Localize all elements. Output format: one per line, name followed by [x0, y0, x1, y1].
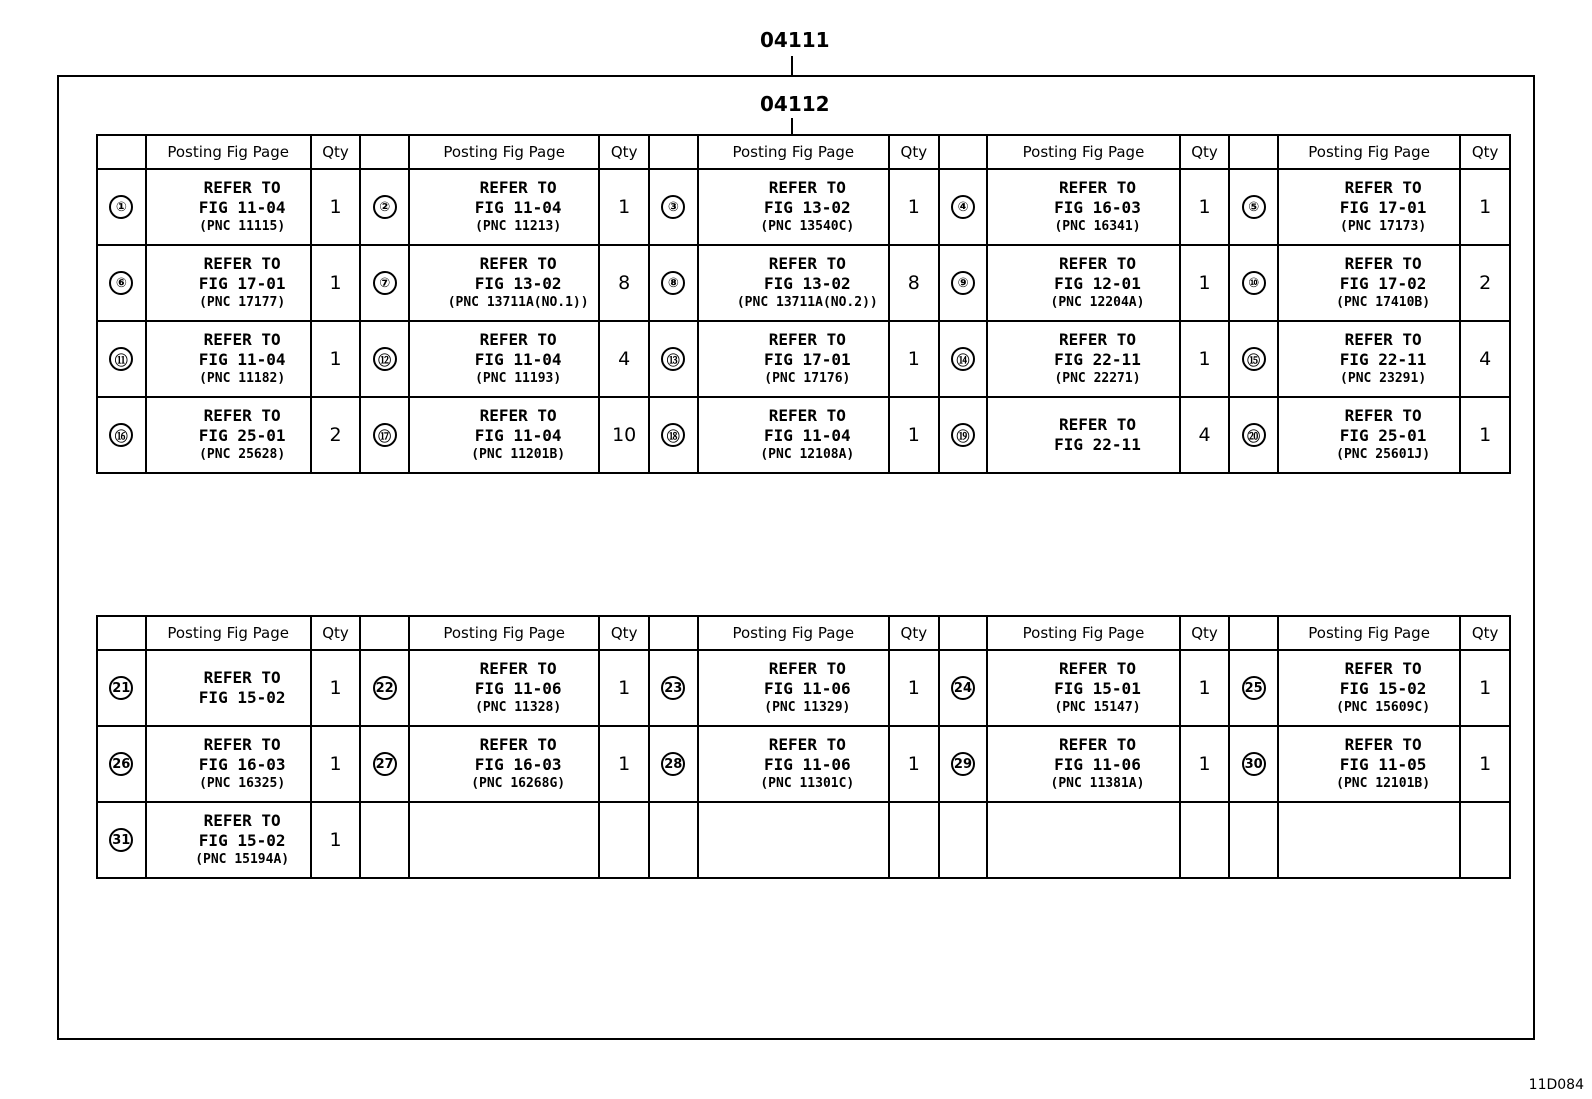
- refer-to-text: REFER TO: [203, 330, 281, 349]
- callout-number: ⑯: [109, 423, 133, 447]
- posting-fig-page-cell: [1278, 726, 1460, 802]
- pnc-text: (PNC 11115): [199, 219, 286, 234]
- callout-number: ⑱: [661, 423, 685, 447]
- refer-to-text: REFER TO: [1058, 415, 1137, 434]
- qty-cell: 1: [1180, 650, 1230, 726]
- callout-cell: [97, 245, 146, 321]
- callout-cell: [649, 169, 698, 245]
- table-row: [97, 321, 1510, 397]
- refer-to-text: REFER TO: [768, 254, 846, 273]
- refer-to-text: REFER TO: [479, 406, 557, 425]
- posting-fig-page-cell: [698, 802, 889, 878]
- callout-cell: [1229, 245, 1278, 321]
- fig-page-text: FIG 17-01: [1339, 198, 1427, 217]
- fig-page-text: FIG 17-01: [763, 350, 851, 369]
- posting-fig-page-cell: [146, 726, 311, 802]
- fig-page-text: FIG 11-05: [1339, 755, 1427, 774]
- posting-fig-page-cell: [146, 169, 311, 245]
- pnc-text: (PNC 12101B): [1336, 776, 1431, 791]
- posting-fig-page-cell: [987, 802, 1179, 878]
- qty-cell: 1: [599, 169, 649, 245]
- posting-fig-page-cell: [1278, 802, 1460, 878]
- callout-number: ⑦: [373, 271, 397, 295]
- callout-number: ⑤: [1242, 195, 1266, 219]
- refer-to-text: REFER TO: [768, 330, 846, 349]
- callout-cell: [939, 321, 988, 397]
- qty-cell: [599, 802, 649, 878]
- callout-number: 21: [109, 676, 133, 700]
- callout-cell: [1229, 321, 1278, 397]
- fig-page-text: FIG 13-02: [763, 198, 851, 217]
- qty-cell: [1180, 802, 1230, 878]
- table-row: [97, 397, 1510, 473]
- refer-to-text: REFER TO: [479, 330, 557, 349]
- posting-fig-page-cell: [146, 397, 311, 473]
- qty-cell: 2: [1460, 245, 1510, 321]
- qty-cell: 1: [311, 321, 361, 397]
- fig-page-text: FIG 13-02: [763, 274, 851, 293]
- callout-number: ②: [373, 195, 397, 219]
- qty-cell: 1: [311, 650, 361, 726]
- qty-cell: 4: [1460, 321, 1510, 397]
- callout-cell: [649, 726, 698, 802]
- header-posting-fig-page: Posting Fig Page: [1278, 616, 1460, 650]
- qty-cell: [889, 802, 939, 878]
- callout-cell: [1229, 726, 1278, 802]
- fig-page-text: FIG 15-02: [198, 831, 286, 850]
- table-header-row: [97, 135, 1510, 169]
- callout-number: 30: [1242, 752, 1266, 776]
- pnc-text: (PNC 17177): [199, 295, 286, 310]
- posting-fig-page-cell: [1278, 650, 1460, 726]
- header-qty: Qty: [1180, 135, 1230, 169]
- qty-cell: 1: [311, 245, 361, 321]
- header-posting-fig-page: Posting Fig Page: [146, 616, 311, 650]
- callout-number: 26: [109, 752, 133, 776]
- qty-cell: 8: [599, 245, 649, 321]
- assembly-number-top: 04111: [760, 28, 830, 52]
- callout-number: ④: [951, 195, 975, 219]
- fig-page-text: FIG 15-01: [1054, 679, 1141, 698]
- qty-cell: 1: [1460, 397, 1510, 473]
- refer-to-text: REFER TO: [1344, 254, 1422, 273]
- pnc-text: (PNC 16341): [1054, 219, 1141, 234]
- pnc-text: (PNC 11301C): [760, 776, 855, 791]
- header-qty: Qty: [311, 616, 361, 650]
- table-row: [97, 802, 1510, 878]
- refer-to-text: REFER TO: [1344, 735, 1422, 754]
- fig-page-text: FIG 22-11: [1054, 350, 1141, 369]
- posting-fig-page-cell: [1278, 321, 1460, 397]
- fig-page-text: FIG 12-01: [1054, 274, 1141, 293]
- posting-fig-page-cell: [409, 321, 599, 397]
- header-qty: Qty: [599, 616, 649, 650]
- qty-cell: 1: [1180, 321, 1230, 397]
- pnc-text: (PNC 13711A(NO.2)): [736, 295, 878, 310]
- fig-page-text: FIG 25-01: [1339, 426, 1427, 445]
- fig-page-text: FIG 17-02: [1339, 274, 1427, 293]
- header-blank-cell: [939, 616, 988, 650]
- refer-to-text: REFER TO: [1058, 254, 1137, 273]
- callout-cell: [1229, 397, 1278, 473]
- callout-number: ⑰: [373, 423, 397, 447]
- posting-fig-page-cell: [698, 726, 889, 802]
- posting-fig-page-cell: [409, 169, 599, 245]
- callout-number: ⑭: [951, 347, 975, 371]
- fig-page-text: FIG 11-04: [474, 426, 562, 445]
- posting-fig-page-cell: [146, 802, 311, 878]
- posting-fig-page-cell: [987, 726, 1179, 802]
- posting-fig-page-cell: [987, 397, 1179, 473]
- callout-cell: [939, 726, 988, 802]
- callout-cell: [649, 650, 698, 726]
- pnc-text: (PNC 16268G): [471, 776, 566, 791]
- header-qty: Qty: [1460, 135, 1510, 169]
- refer-to-text: REFER TO: [1058, 735, 1137, 754]
- table-row: [97, 726, 1510, 802]
- header-qty: Qty: [889, 616, 939, 650]
- callout-number: ⑲: [951, 423, 975, 447]
- qty-cell: 1: [1180, 726, 1230, 802]
- fig-page-text: FIG 16-03: [474, 755, 562, 774]
- qty-cell: 1: [1460, 726, 1510, 802]
- table-row: [97, 650, 1510, 726]
- header-blank-cell: [360, 135, 409, 169]
- table-row: [97, 245, 1510, 321]
- callout-cell: [97, 726, 146, 802]
- refer-to-text: REFER TO: [1058, 659, 1137, 678]
- callout-cell: [1229, 169, 1278, 245]
- posting-fig-page-cell: [987, 245, 1179, 321]
- callout-number: 31: [109, 828, 133, 852]
- callout-cell: [1229, 802, 1278, 878]
- header-posting-fig-page: Posting Fig Page: [409, 135, 599, 169]
- refer-to-text: REFER TO: [203, 735, 281, 754]
- posting-fig-page-cell: [698, 397, 889, 473]
- refer-to-text: REFER TO: [768, 406, 846, 425]
- fig-page-text: FIG 16-03: [1054, 198, 1141, 217]
- refer-to-text: REFER TO: [1344, 178, 1422, 197]
- header-posting-fig-page: Posting Fig Page: [987, 135, 1179, 169]
- leader-line-inner: [791, 118, 793, 134]
- pnc-text: (PNC 11193): [475, 371, 562, 386]
- qty-cell: 1: [889, 397, 939, 473]
- callout-number: ⑬: [661, 347, 685, 371]
- callout-cell: [939, 169, 988, 245]
- header-qty: Qty: [889, 135, 939, 169]
- qty-cell: 1: [889, 169, 939, 245]
- pnc-text: (PNC 15609C): [1336, 700, 1431, 715]
- header-posting-fig-page: Posting Fig Page: [146, 135, 311, 169]
- callout-cell: [97, 397, 146, 473]
- fig-page-text: FIG 11-04: [474, 198, 562, 217]
- callout-cell: [360, 650, 409, 726]
- posting-fig-page-cell: [409, 245, 599, 321]
- fig-page-text: FIG 16-03: [198, 755, 286, 774]
- refer-to-text: REFER TO: [768, 659, 846, 678]
- header-posting-fig-page: Posting Fig Page: [1278, 135, 1460, 169]
- callout-cell: [97, 321, 146, 397]
- header-qty: Qty: [1180, 616, 1230, 650]
- callout-number: 23: [661, 676, 685, 700]
- qty-cell: 1: [1180, 169, 1230, 245]
- posting-fig-page-cell: [987, 169, 1179, 245]
- posting-fig-page-cell: [698, 169, 889, 245]
- callout-number: ⑨: [951, 271, 975, 295]
- header-blank-cell: [1229, 616, 1278, 650]
- fig-page-text: FIG 11-04: [763, 426, 851, 445]
- header-blank-cell: [97, 135, 146, 169]
- pnc-text: (PNC 22271): [1054, 371, 1141, 386]
- pnc-text: (PNC 11201B): [471, 447, 566, 462]
- table-row: [97, 169, 1510, 245]
- header-posting-fig-page: Posting Fig Page: [987, 616, 1179, 650]
- header-posting-fig-page: Posting Fig Page: [698, 616, 889, 650]
- qty-cell: 4: [599, 321, 649, 397]
- callout-number: ①: [109, 195, 133, 219]
- refer-to-text: REFER TO: [479, 735, 557, 754]
- pnc-text: (PNC 11213): [475, 219, 562, 234]
- header-qty: Qty: [599, 135, 649, 169]
- reference-table-1: [96, 134, 1511, 474]
- callout-cell: [939, 397, 988, 473]
- reference-table-2: [96, 615, 1511, 879]
- pnc-text: (PNC 15147): [1054, 700, 1141, 715]
- callout-number: ⑪: [109, 347, 133, 371]
- header-qty: Qty: [311, 135, 361, 169]
- qty-cell: [1460, 802, 1510, 878]
- pnc-text: (PNC 17410B): [1336, 295, 1431, 310]
- illustration-code: 11D084: [1528, 1077, 1584, 1093]
- callout-cell: [360, 245, 409, 321]
- qty-cell: 1: [889, 650, 939, 726]
- posting-fig-page-cell: [146, 245, 311, 321]
- fig-page-text: FIG 11-06: [763, 679, 851, 698]
- refer-to-text: REFER TO: [1058, 178, 1137, 197]
- pnc-text: (PNC 16325): [199, 776, 286, 791]
- pnc-text: (PNC 23291): [1340, 371, 1427, 386]
- callout-number: ③: [661, 195, 685, 219]
- header-blank-cell: [97, 616, 146, 650]
- pnc-text: (PNC 11381A): [1050, 776, 1145, 791]
- qty-cell: 1: [599, 726, 649, 802]
- fig-page-text: FIG 11-06: [474, 679, 562, 698]
- qty-cell: 4: [1180, 397, 1230, 473]
- leader-line-top: [791, 56, 793, 76]
- callout-number: 25: [1242, 676, 1266, 700]
- callout-number: 29: [951, 752, 975, 776]
- refer-to-text: REFER TO: [1344, 406, 1422, 425]
- posting-fig-page-cell: [1278, 169, 1460, 245]
- refer-to-text: REFER TO: [203, 406, 281, 425]
- callout-cell: [360, 321, 409, 397]
- callout-cell: [649, 245, 698, 321]
- callout-cell: [97, 169, 146, 245]
- callout-cell: [939, 245, 988, 321]
- header-blank-cell: [649, 616, 698, 650]
- fig-page-text: FIG 17-01: [198, 274, 286, 293]
- fig-page-text: FIG 11-04: [198, 350, 286, 369]
- fig-page-text: FIG 22-11: [1054, 435, 1141, 454]
- fig-page-text: FIG 11-06: [763, 755, 851, 774]
- qty-cell: 1: [1460, 650, 1510, 726]
- refer-to-text: REFER TO: [1058, 330, 1137, 349]
- posting-fig-page-cell: [146, 650, 311, 726]
- callout-number: ⑮: [1242, 347, 1266, 371]
- fig-page-text: FIG 22-11: [1339, 350, 1427, 369]
- qty-cell: 1: [889, 726, 939, 802]
- header-blank-cell: [939, 135, 988, 169]
- qty-cell: 1: [311, 169, 361, 245]
- posting-fig-page-cell: [987, 650, 1179, 726]
- posting-fig-page-cell: [146, 321, 311, 397]
- qty-cell: 1: [599, 650, 649, 726]
- refer-to-text: REFER TO: [1344, 659, 1422, 678]
- callout-cell: [97, 802, 146, 878]
- qty-cell: 1: [1180, 245, 1230, 321]
- qty-cell: 1: [889, 321, 939, 397]
- pnc-text: (PNC 13540C): [760, 219, 855, 234]
- header-blank-cell: [649, 135, 698, 169]
- refer-to-text: REFER TO: [203, 178, 281, 197]
- qty-cell: 2: [311, 397, 361, 473]
- refer-to-text: REFER TO: [203, 668, 281, 687]
- callout-cell: [360, 169, 409, 245]
- callout-number: 22: [373, 676, 397, 700]
- pnc-text: (PNC 13711A(NO.1)): [447, 295, 589, 310]
- posting-fig-page-cell: [409, 397, 599, 473]
- pnc-text: (PNC 12108A): [760, 447, 855, 462]
- posting-fig-page-cell: [409, 726, 599, 802]
- refer-to-text: REFER TO: [479, 178, 557, 197]
- refer-to-text: REFER TO: [768, 735, 846, 754]
- fig-page-text: FIG 11-06: [1054, 755, 1141, 774]
- posting-fig-page-cell: [698, 321, 889, 397]
- callout-number: ⑥: [109, 271, 133, 295]
- posting-fig-page-cell: [409, 802, 599, 878]
- header-qty: Qty: [1460, 616, 1510, 650]
- callout-number: ⑳: [1242, 423, 1266, 447]
- pnc-text: (PNC 17176): [764, 371, 851, 386]
- header-blank-cell: [360, 616, 409, 650]
- assembly-number-inner: 04112: [760, 92, 830, 116]
- refer-to-text: REFER TO: [1344, 330, 1422, 349]
- callout-number: ⑫: [373, 347, 397, 371]
- callout-number: ⑩: [1242, 271, 1266, 295]
- pnc-text: (PNC 25628): [199, 447, 286, 462]
- callout-cell: [649, 397, 698, 473]
- callout-cell: [1229, 650, 1278, 726]
- callout-number: 28: [661, 752, 685, 776]
- callout-cell: [360, 397, 409, 473]
- fig-page-text: FIG 15-02: [1339, 679, 1427, 698]
- fig-page-text: FIG 15-02: [198, 688, 286, 707]
- pnc-text: (PNC 11328): [475, 700, 562, 715]
- callout-number: ⑧: [661, 271, 685, 295]
- callout-cell: [939, 802, 988, 878]
- header-blank-cell: [1229, 135, 1278, 169]
- posting-fig-page-cell: [1278, 397, 1460, 473]
- callout-cell: [649, 802, 698, 878]
- qty-cell: 10: [599, 397, 649, 473]
- fig-page-text: FIG 11-04: [474, 350, 562, 369]
- fig-page-text: FIG 25-01: [198, 426, 286, 445]
- pnc-text: (PNC 12204A): [1050, 295, 1145, 310]
- posting-fig-page-cell: [698, 245, 889, 321]
- pnc-text: (PNC 11329): [764, 700, 851, 715]
- pnc-text: (PNC 15194A): [195, 852, 290, 867]
- pnc-text: (PNC 11182): [199, 371, 286, 386]
- callout-cell: [97, 650, 146, 726]
- fig-page-text: FIG 11-04: [198, 198, 286, 217]
- refer-to-text: REFER TO: [203, 254, 281, 273]
- callout-cell: [360, 726, 409, 802]
- header-posting-fig-page: Posting Fig Page: [698, 135, 889, 169]
- callout-number: 27: [373, 752, 397, 776]
- callout-cell: [360, 802, 409, 878]
- callout-number: 24: [951, 676, 975, 700]
- posting-fig-page-cell: [698, 650, 889, 726]
- callout-cell: [939, 650, 988, 726]
- posting-fig-page-cell: [1278, 245, 1460, 321]
- qty-cell: 1: [311, 726, 361, 802]
- header-posting-fig-page: Posting Fig Page: [409, 616, 599, 650]
- refer-to-text: REFER TO: [203, 811, 281, 830]
- qty-cell: 8: [889, 245, 939, 321]
- qty-cell: 1: [311, 802, 361, 878]
- pnc-text: (PNC 17173): [1340, 219, 1427, 234]
- callout-cell: [649, 321, 698, 397]
- pnc-text: (PNC 25601J): [1336, 447, 1431, 462]
- refer-to-text: REFER TO: [768, 178, 846, 197]
- posting-fig-page-cell: [409, 650, 599, 726]
- refer-to-text: REFER TO: [479, 659, 557, 678]
- posting-fig-page-cell: [987, 321, 1179, 397]
- qty-cell: 1: [1460, 169, 1510, 245]
- table-header-row: [97, 616, 1510, 650]
- refer-to-text: REFER TO: [479, 254, 557, 273]
- fig-page-text: FIG 13-02: [474, 274, 562, 293]
